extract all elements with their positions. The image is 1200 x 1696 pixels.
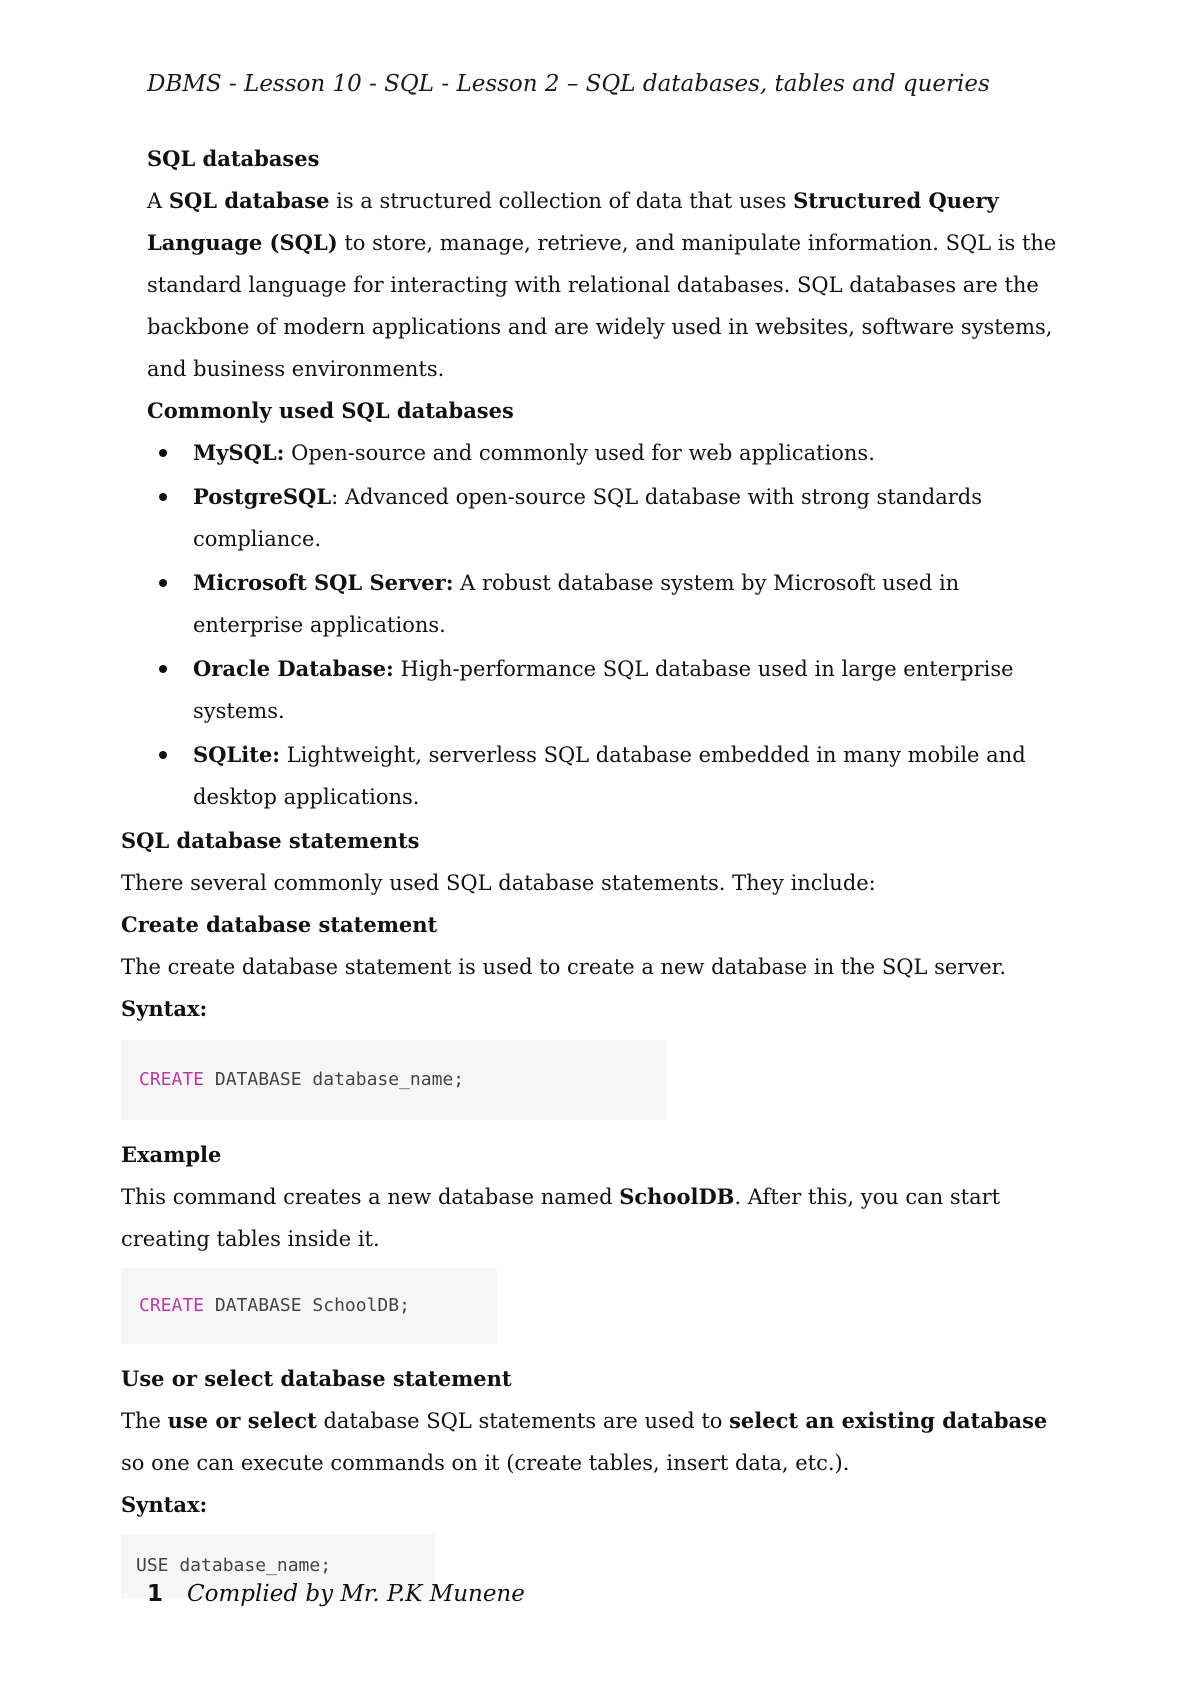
footer-credit: Complied by Mr. P.K Munene xyxy=(187,1581,525,1607)
use-text: The xyxy=(121,1409,168,1433)
code-text: DATABASE SchoolDB; xyxy=(204,1295,410,1316)
list-item-name: Oracle Database: xyxy=(193,656,394,681)
use-syntax-label: Syntax: xyxy=(121,1492,208,1517)
intro-paragraph xyxy=(147,180,1071,390)
list-item xyxy=(193,648,1071,732)
use-term-use-or-select: use or select xyxy=(167,1408,317,1433)
list-item xyxy=(193,734,1071,818)
intro-term-sql: Structured Query Language (SQL) xyxy=(147,188,999,255)
create-example-label: Example xyxy=(121,1142,222,1167)
list-item-desc: Open-source and commonly used for web applications. xyxy=(284,441,875,465)
code-text: DATABASE database_name; xyxy=(204,1069,465,1090)
list-item-name: MySQL: xyxy=(193,440,285,465)
database-list xyxy=(121,432,1071,818)
use-text: so one can execute commands on it (create tables, insert data, etc.). xyxy=(121,1451,850,1475)
code-text: USE database_name; xyxy=(136,1555,332,1576)
intro-text: A xyxy=(147,189,169,213)
statements-intro: There several commonly used SQL database statements. They include: xyxy=(121,871,876,895)
section-heading-sql-databases: SQL databases xyxy=(147,146,320,171)
create-example-code-block xyxy=(121,1268,497,1344)
example-text: . After this, you can start creating tables inside it. xyxy=(121,1185,1001,1251)
page-number: 1 xyxy=(147,1581,164,1607)
list-item xyxy=(193,562,1071,646)
use-term-existing-database: select an existing database xyxy=(729,1408,1048,1433)
list-item-desc: Lightweight, serverless SQL database embedded in many mobile and desktop applications. xyxy=(193,743,1026,809)
intro-term-sql-database: SQL database xyxy=(168,188,330,213)
list-item-name: Microsoft SQL Server: xyxy=(193,570,454,595)
example-text: This command creates a new database named xyxy=(121,1185,620,1209)
code-keyword: CREATE xyxy=(139,1295,205,1316)
intro-section xyxy=(121,138,1071,432)
example-term-schooldb: SchoolDB xyxy=(619,1184,735,1209)
list-item-desc: : Advanced open-source SQL database with strong standards compliance. xyxy=(193,485,982,551)
page-footer xyxy=(147,1578,525,1610)
list-item xyxy=(193,476,1071,560)
create-example-paragraph xyxy=(121,1176,1071,1260)
use-text: database SQL statements are used to xyxy=(316,1409,730,1433)
list-item-desc: High-performance SQL database used in large enterprise systems. xyxy=(193,657,1014,723)
section-heading-common-databases: Commonly used SQL databases xyxy=(147,398,514,423)
use-description xyxy=(121,1400,1071,1484)
intro-text: to store, manage, retrieve, and manipulate information. SQL is the standard language for interacting with relational databases. SQL databases are the backbone of modern applications and are widely used in websites, software systems, and business environments. xyxy=(147,231,1057,381)
create-syntax-label: Syntax: xyxy=(121,996,208,1021)
main-content xyxy=(121,138,1071,1598)
list-item-desc: A robust database system by Microsoft used in enterprise applications. xyxy=(193,571,960,637)
section-heading-statements: SQL database statements xyxy=(121,828,420,853)
code-keyword: CREATE xyxy=(139,1069,205,1090)
create-description: The create database statement is used to create a new database in the SQL server. xyxy=(121,955,1007,979)
list-item xyxy=(193,432,1071,474)
intro-text: is a structured collection of data that uses xyxy=(329,189,794,213)
section-heading-use: Use or select database statement xyxy=(121,1366,512,1391)
running-header: DBMS - Lesson 10 - SQL - Lesson 2 – SQL databases, tables and queries xyxy=(147,71,990,97)
section-heading-create: Create database statement xyxy=(121,912,438,937)
list-item-name: PostgreSQL xyxy=(193,484,332,509)
create-syntax-code-block xyxy=(121,1040,666,1120)
list-item-name: SQLite: xyxy=(193,742,281,767)
